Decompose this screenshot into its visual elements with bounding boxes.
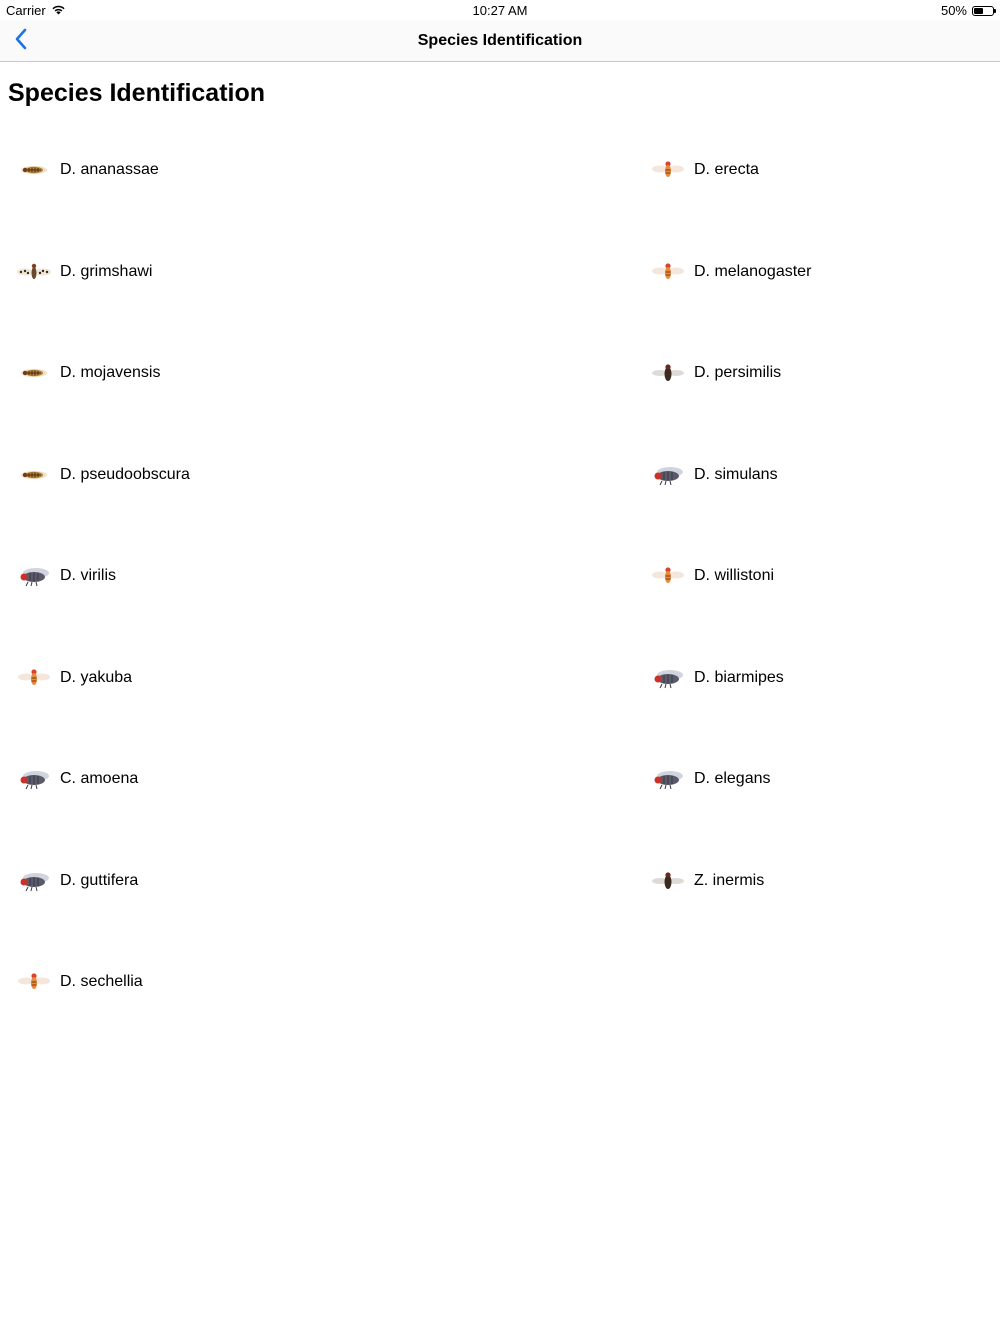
species-item[interactable] (648, 242, 811, 302)
species-label: D. biarmipes (694, 668, 784, 686)
species-item[interactable] (14, 140, 159, 200)
status-time: 10:27 AM (472, 3, 528, 18)
species-item[interactable] (648, 851, 764, 911)
fly-orange-icon (648, 556, 688, 596)
fly-grey-icon (648, 455, 688, 495)
fly-grey-icon (14, 759, 54, 799)
battery-icon (972, 6, 994, 16)
fly-tan-icon (14, 455, 54, 495)
battery-percent: 50% (940, 3, 967, 18)
fly-grey-icon (648, 759, 688, 799)
battery-fill (974, 8, 983, 14)
species-item[interactable] (14, 749, 138, 809)
species-item[interactable] (14, 343, 160, 403)
species-item[interactable] (648, 648, 784, 708)
page-title: Species Identification (8, 79, 266, 107)
fly-grey-icon (14, 861, 54, 901)
species-item[interactable] (14, 851, 138, 911)
fly-dark-icon (648, 861, 688, 901)
species-item[interactable] (14, 952, 143, 1012)
species-item[interactable] (648, 140, 759, 200)
fly-grey-icon (14, 556, 54, 596)
carrier-label: Carrier (6, 3, 46, 18)
species-label: D. melanogaster (694, 262, 812, 280)
status-bar (0, 0, 1000, 20)
species-label: D. ananassae (60, 161, 159, 178)
species-item[interactable] (14, 648, 132, 708)
species-label: D. yakuba (60, 668, 133, 686)
species-label: C. amoena (60, 770, 139, 787)
species-label: D. virilis (60, 567, 116, 584)
species-item[interactable] (14, 546, 116, 606)
species-item[interactable] (648, 546, 774, 606)
fly-spotted-icon (14, 252, 54, 292)
fly-orange-icon (648, 150, 688, 190)
species-label: D. sechellia (60, 973, 143, 990)
fly-tan-icon (14, 353, 54, 393)
fly-dark-icon (648, 353, 688, 393)
species-label: D. guttifera (60, 871, 139, 889)
nav-title: Species Identification (417, 32, 583, 49)
status-right (941, 3, 994, 18)
species-item[interactable] (14, 445, 190, 505)
species-label: D. persimilis (694, 364, 782, 381)
species-label: D. erecta (694, 161, 759, 178)
species-label: D. grimshawi (60, 262, 153, 280)
species-label: Z. inermis (694, 871, 765, 889)
species-label: D. mojavensis (60, 364, 161, 381)
species-label: D. simulans (694, 465, 778, 483)
species-item[interactable] (648, 445, 778, 505)
fly-orange-icon (14, 658, 54, 698)
species-item[interactable] (14, 242, 152, 302)
species-label: D. elegans (694, 770, 771, 787)
fly-tan-icon (14, 150, 54, 190)
fly-orange-icon (648, 252, 688, 292)
fly-grey-icon (648, 658, 688, 698)
species-item[interactable] (648, 749, 771, 809)
species-item[interactable] (648, 343, 781, 403)
species-label: D. willistoni (694, 567, 775, 584)
navigation-bar (0, 20, 1000, 62)
species-label: D. pseudoobscura (60, 465, 190, 483)
fly-orange-icon (14, 962, 54, 1002)
